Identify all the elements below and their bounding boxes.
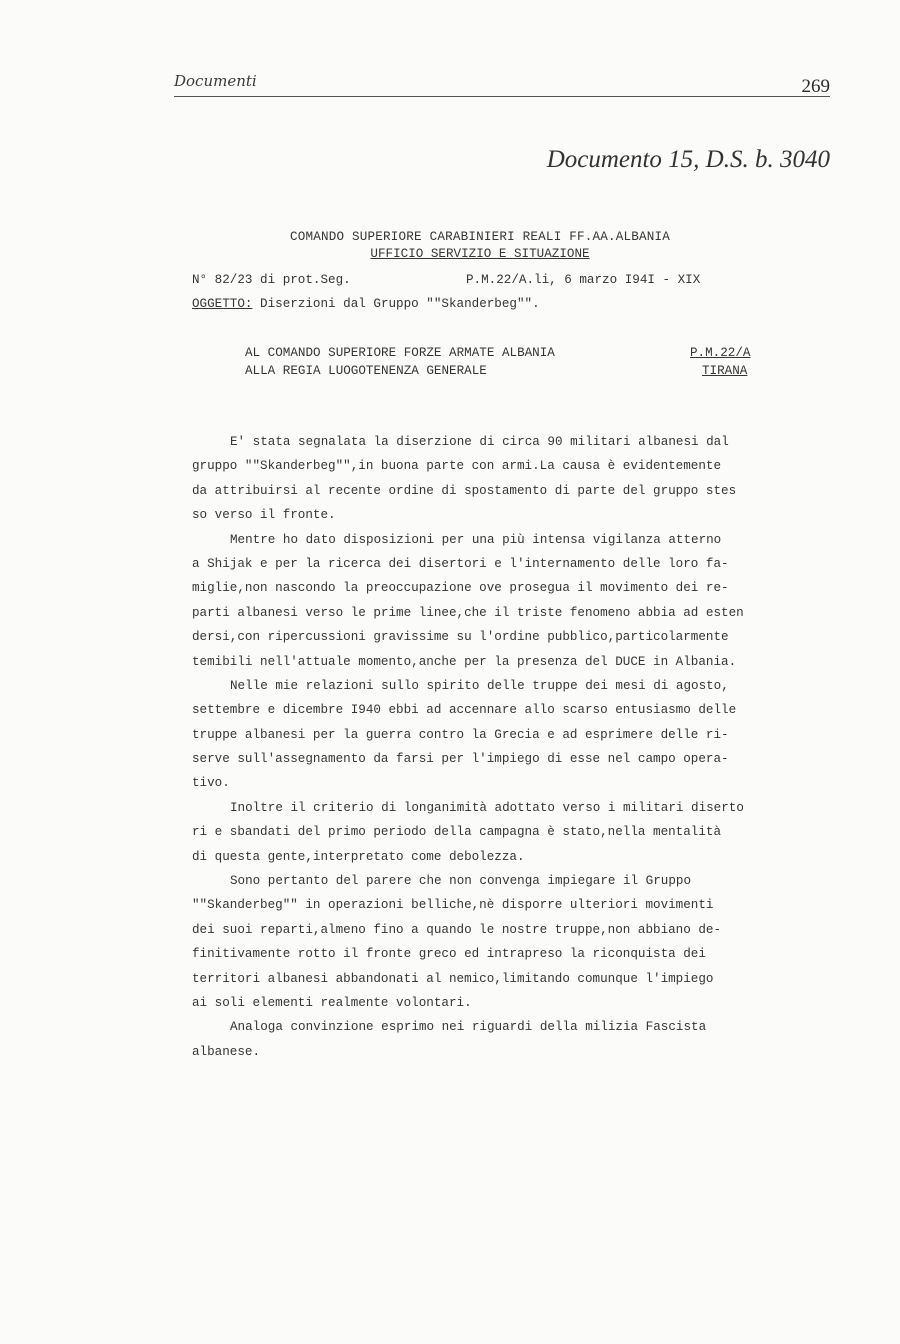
body-line: Inoltre il criterio di longanimità adottato verso i militari diserto	[230, 800, 744, 815]
body-line: so verso il fronte.	[192, 508, 336, 523]
body-line: Nelle mie relazioni sullo spirito delle truppe dei mesi di agosto,	[230, 678, 729, 693]
body-line: Sono pertanto del parere che non convenga impiegare il Gruppo	[230, 874, 692, 889]
protocol-number: N° 82/23 di prot.Seg.	[192, 273, 351, 287]
letter-body	[192, 430, 832, 1064]
addressee-2-location: TIRANA	[702, 364, 748, 378]
letterhead-office: UFFICIO SERVIZIO E SITUAZIONE	[370, 247, 590, 261]
body-line: a Shijak e per la ricerca dei disertori e l'internamento delle loro fa-	[192, 556, 729, 571]
letterhead-line-1: COMANDO SUPERIORE CARABINIERI REALI FF.AA.ALBANIA	[289, 230, 671, 244]
body-line: albanese.	[192, 1044, 261, 1059]
header-rule	[174, 96, 830, 97]
body-line: truppe albanesi per la guerra contro la Grecia e ad esprimere delle ri-	[192, 727, 729, 742]
body-line: settembre e dicembre I940 ebbi ad accennare allo scarso entusiasmo delle	[192, 703, 737, 718]
page-number: 269	[801, 76, 830, 97]
body-line: gruppo ""Skanderbeg"",in buona parte con armi.La causa è evidentemente	[192, 459, 722, 474]
body-line: ri e sbandati del primo periodo della campagna è stato,nella mentalità	[192, 825, 722, 840]
body-line: E' stata segnalata la diserzione di circa 90 militari albanesi dal	[230, 435, 729, 449]
subject-label: OGGETTO:	[192, 297, 253, 311]
letterhead-line-2	[180, 247, 780, 261]
place-date: P.M.22/A.li, 6 marzo I94I - XIX	[466, 273, 701, 287]
body-line: tivo.	[192, 776, 230, 791]
body-line: Analoga convinzione esprimo nei riguardi della milizia Fascista	[230, 1020, 707, 1035]
subject-line	[192, 297, 540, 311]
body-line: ai soli elementi realmente volontari.	[192, 995, 472, 1010]
body-line: miglie,non nascondo la preoccupazione ove prosegua il movimento dei re-	[192, 581, 729, 596]
body-line: Mentre ho dato disposizioni per una più intensa vigilanza atterno	[230, 532, 722, 547]
addressee-1-location: P.M.22/A	[690, 346, 751, 360]
body-line: da attribuirsi al recente ordine di spostamento di parte del gruppo stes	[192, 483, 737, 498]
addressee-1-name: AL COMANDO SUPERIORE FORZE ARMATE ALBANIA	[245, 346, 555, 360]
body-line: territori albanesi abbandonati al nemico,limitando comunque l'impiego	[192, 971, 714, 986]
body-line: di questa gente,interpretato come debolezza.	[192, 849, 525, 864]
body-line: temibili nell'attuale momento,anche per la presenza del DUCE in Albania.	[192, 654, 737, 669]
body-line: serve sull'assegnamento da farsi per l'impiego di esse nel campo opera-	[192, 752, 729, 767]
body-line: finitivamente rotto il fronte greco ed intrapreso la riconquista dei	[192, 947, 706, 962]
body-line: dersi,con ripercussioni gravissime su l'ordine pubblico,particolarmente	[192, 630, 729, 645]
subject-text: Diserzioni dal Gruppo ""Skanderbeg"".	[252, 297, 540, 311]
body-line: parti albanesi verso le prime linee,che il triste fenomeno abbia ad esten	[192, 605, 744, 620]
body-line: dei suoi reparti,almeno fino a quando le nostre truppe,non abbiano de-	[192, 922, 722, 937]
body-line: ""Skanderbeg"" in operazioni belliche,nè disporre ulteriori movimenti	[192, 898, 714, 913]
running-head: Documenti	[174, 72, 257, 90]
addressee-2-name: ALLA REGIA LUOGOTENENZA GENERALE	[245, 364, 487, 378]
document-reference: Documento 15, D.S. b. 3040	[546, 146, 830, 173]
